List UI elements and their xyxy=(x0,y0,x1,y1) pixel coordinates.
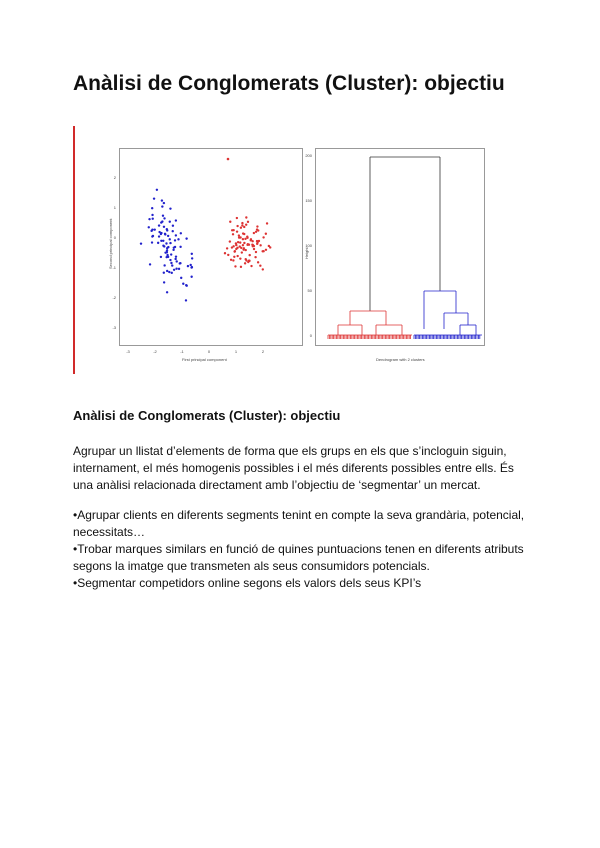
scatter-point-blue xyxy=(191,257,193,259)
scatter-point-red xyxy=(232,259,234,261)
scatter-point-blue xyxy=(158,224,160,226)
scatter-x-tick: 2 xyxy=(261,349,265,354)
scatter-point-blue xyxy=(172,230,174,232)
scatter-x-label: First principal component xyxy=(182,357,227,362)
scatter-point-blue xyxy=(165,242,167,244)
scatter-point-blue xyxy=(190,276,192,278)
scatter-point-blue xyxy=(179,246,181,248)
scatter-point-red xyxy=(250,265,252,267)
scatter-point-blue xyxy=(161,199,163,201)
scatter-point-blue xyxy=(151,207,153,209)
dendro-y-tick: 200 xyxy=(305,153,312,158)
scatter-point-red xyxy=(250,239,252,241)
scatter-point-blue xyxy=(149,263,151,265)
scatter-point-red xyxy=(234,265,236,267)
scatter-point-red xyxy=(243,247,245,249)
scatter-point-red xyxy=(231,246,233,248)
scatter-point-blue xyxy=(169,259,171,261)
scatter-point-red xyxy=(240,227,242,229)
scatter-point-blue xyxy=(163,281,165,283)
scatter-point-blue xyxy=(160,240,162,242)
scatter-point-red xyxy=(227,158,230,161)
scatter-point-blue xyxy=(189,264,191,266)
scatter-point-blue xyxy=(163,217,165,219)
scatter-point-red xyxy=(244,238,246,240)
scatter-point-blue xyxy=(177,238,179,240)
scatter-point-red xyxy=(257,229,259,231)
scatter-point-red xyxy=(257,261,259,263)
scatter-point-red xyxy=(256,225,258,227)
scatter-point-red xyxy=(239,241,241,243)
scatter-point-red xyxy=(226,247,228,249)
scatter-y-label: Second principal component xyxy=(108,218,113,269)
scatter-point-blue xyxy=(191,266,193,268)
scatter-point-red xyxy=(234,250,236,252)
accent-rule xyxy=(73,126,75,374)
scatter-point-red xyxy=(255,251,257,253)
scatter-point-red xyxy=(248,254,250,256)
dendro-y-tick: 0 xyxy=(309,333,312,338)
scatter-point-red xyxy=(227,254,229,256)
scatter-point-blue xyxy=(160,256,162,258)
scatter-point-red xyxy=(259,265,261,267)
scatter-point-blue xyxy=(169,242,171,244)
scatter-point-blue xyxy=(164,233,166,235)
scatter-point-blue xyxy=(166,229,168,231)
scatter-point-blue xyxy=(180,232,182,234)
scatter-point-blue xyxy=(153,197,155,199)
scatter-point-blue xyxy=(167,246,169,248)
scatter-point-blue xyxy=(178,268,180,270)
scatter-point-blue xyxy=(151,214,153,216)
scatter-point-red xyxy=(256,243,258,245)
cluster-figure xyxy=(73,126,493,376)
bullet-item: •Segmentar competidors online segons els valors dels seus KPI’s xyxy=(73,576,422,590)
scatter-point-red xyxy=(235,248,237,250)
scatter-x-tick: -1 xyxy=(180,349,184,354)
scatter-point-red xyxy=(242,232,244,234)
scatter-point-blue xyxy=(151,228,153,230)
scatter-point-red xyxy=(237,241,239,243)
scatter-point-blue xyxy=(174,239,176,241)
scatter-point-blue xyxy=(175,234,177,236)
scatter-point-blue xyxy=(152,235,154,237)
scatter-point-blue xyxy=(191,253,193,255)
scatter-point-blue xyxy=(185,237,187,239)
dendro-y-tick: 50 xyxy=(307,288,312,293)
scatter-point-blue xyxy=(169,238,171,240)
scatter-point-blue xyxy=(180,277,182,279)
scatter-point-blue xyxy=(179,262,181,264)
scatter-point-red xyxy=(255,231,257,233)
scatter-point-red xyxy=(266,222,268,224)
scatter-point-blue xyxy=(166,254,168,256)
scatter-point-red xyxy=(245,258,247,260)
scatter-point-red xyxy=(258,240,260,242)
scatter-point-blue xyxy=(165,256,167,258)
dendro-y-label: Height xyxy=(304,247,309,259)
scatter-point-blue xyxy=(148,226,150,228)
scatter-point-blue xyxy=(161,205,163,207)
scatter-point-red xyxy=(229,221,231,223)
scatter-point-blue xyxy=(152,218,154,220)
scatter-point-blue xyxy=(170,262,172,264)
scatter-point-blue xyxy=(182,283,184,285)
scatter-point-red xyxy=(240,247,242,249)
scatter-point-blue xyxy=(185,299,187,301)
scatter-point-blue xyxy=(173,269,175,271)
scatter-x-tick: -3 xyxy=(126,349,130,354)
scatter-point-red xyxy=(259,244,261,246)
scatter-point-red xyxy=(243,242,245,244)
scatter-point-red xyxy=(262,250,264,252)
scatter-point-blue xyxy=(158,235,160,237)
scatter-point-red xyxy=(232,233,234,235)
scatter-point-blue xyxy=(168,271,170,273)
scatter-point-red xyxy=(247,261,249,263)
scatter-point-blue xyxy=(175,255,177,257)
scatter-point-red xyxy=(236,225,238,227)
scatter-point-red xyxy=(245,249,247,251)
scatter-point-red xyxy=(262,268,264,270)
scatter-point-red xyxy=(241,224,243,226)
scatter-point-red xyxy=(233,256,235,258)
scatter-point-blue xyxy=(171,264,173,266)
scatter-point-blue xyxy=(161,220,163,222)
scatter-plot xyxy=(108,148,303,362)
scatter-x-tick: -2 xyxy=(153,349,157,354)
scatter-point-blue xyxy=(158,231,160,233)
scatter-point-red xyxy=(224,252,226,254)
scatter-point-red xyxy=(269,246,271,248)
scatter-point-red xyxy=(240,266,242,268)
scatter-point-red xyxy=(254,256,256,258)
scatter-point-red xyxy=(245,216,247,218)
scatter-x-tick: 1 xyxy=(234,349,238,354)
scatter-point-blue xyxy=(187,265,189,267)
scatter-y-tick: 2 xyxy=(113,175,116,180)
scatter-point-red xyxy=(253,232,255,234)
scatter-point-red xyxy=(236,230,238,232)
scatter-point-blue xyxy=(157,242,159,244)
scatter-y-tick: 0 xyxy=(113,235,116,240)
scatter-point-blue xyxy=(166,249,168,251)
scatter-point-blue xyxy=(140,242,142,244)
scatter-point-red xyxy=(265,249,267,251)
scatter-point-red xyxy=(238,234,240,236)
scatter-point-blue xyxy=(175,219,177,221)
scatter-point-blue xyxy=(148,218,150,220)
scatter-y-tick: -1 xyxy=(112,265,116,270)
scatter-point-blue xyxy=(186,285,188,287)
scatter-point-blue xyxy=(163,264,165,266)
section-heading: Anàlisi de Conglomerats (Cluster): objectiu xyxy=(73,408,341,423)
scatter-point-blue xyxy=(169,207,171,209)
scatter-point-blue xyxy=(175,268,177,270)
scatter-svg xyxy=(108,149,302,362)
scatter-point-red xyxy=(245,224,247,226)
scatter-point-blue xyxy=(170,253,172,255)
scatter-point-red xyxy=(252,245,254,247)
scatter-point-red xyxy=(247,243,249,245)
scatter-point-blue xyxy=(174,258,176,260)
scatter-point-red xyxy=(230,259,232,261)
scatter-point-blue xyxy=(176,260,178,262)
scatter-point-red xyxy=(232,229,234,231)
intro-paragraph: Agrupar un llistat d’elements de forma que els grups en els que s’incloguin siguin, internament, el més homogenis possibles i el més diferents possibles entre ells. És una anàlisi relacionada directament amb l’objectiu de ‘segmentar’ un mercat. xyxy=(73,444,514,492)
scatter-point-red xyxy=(247,221,249,223)
scatter-point-blue xyxy=(166,270,168,272)
scatter-point-blue xyxy=(167,235,169,237)
scatter-point-red xyxy=(229,240,231,242)
scatter-point-red xyxy=(236,255,238,257)
scatter-y-tick: 1 xyxy=(113,205,116,210)
dendro-x-label: Dendrogram with 2 clusters xyxy=(376,357,425,362)
scatter-point-red xyxy=(262,236,264,238)
scatter-point-blue xyxy=(171,272,173,274)
scatter-point-red xyxy=(265,233,267,235)
dendrogram-svg xyxy=(304,149,484,362)
scatter-point-red xyxy=(244,262,246,264)
dendrogram-plot xyxy=(304,148,485,362)
scatter-y-tick: -2 xyxy=(112,295,116,300)
dendro-y-tick: 100 xyxy=(305,243,312,248)
scatter-point-blue xyxy=(154,228,156,230)
scatter-point-blue xyxy=(163,272,165,274)
scatter-y-tick: -3 xyxy=(112,325,116,330)
scatter-point-blue xyxy=(172,249,174,251)
scatter-x-tick: 0 xyxy=(207,349,211,354)
scatter-point-blue xyxy=(169,220,171,222)
scatter-point-red xyxy=(239,236,241,238)
scatter-point-blue xyxy=(166,291,168,293)
scatter-point-blue xyxy=(162,215,164,217)
scatter-point-blue xyxy=(172,225,174,227)
scatter-point-blue xyxy=(163,226,165,228)
scatter-point-red xyxy=(242,244,244,246)
scatter-point-blue xyxy=(163,245,165,247)
scatter-point-red xyxy=(243,226,245,228)
bullet-list xyxy=(73,507,543,592)
bullet-item: •Agrupar clients en diferents segments tenint en compte la seva grandària, potencial, necessitats… xyxy=(73,508,525,539)
scatter-point-red xyxy=(235,244,237,246)
scatter-point-blue xyxy=(173,246,175,248)
scatter-point-red xyxy=(253,248,255,250)
scatter-point-red xyxy=(242,238,244,240)
scatter-point-red xyxy=(241,222,243,224)
scatter-point-red xyxy=(239,257,241,259)
dendro-y-tick: 150 xyxy=(305,198,312,203)
scatter-point-red xyxy=(241,251,243,253)
scatter-point-blue xyxy=(156,189,158,191)
scatter-point-blue xyxy=(151,241,153,243)
scatter-point-red xyxy=(236,217,238,219)
scatter-point-blue xyxy=(163,202,165,204)
page-title: Anàlisi de Conglomerats (Cluster): objectiu xyxy=(73,72,505,95)
scatter-point-red xyxy=(246,237,248,239)
bullet-item: •Trobar marques similars en funció de quines puntuacions tenen en diferents atributs segons la imatge que transmeten als seus consumidors potencials. xyxy=(73,542,524,573)
